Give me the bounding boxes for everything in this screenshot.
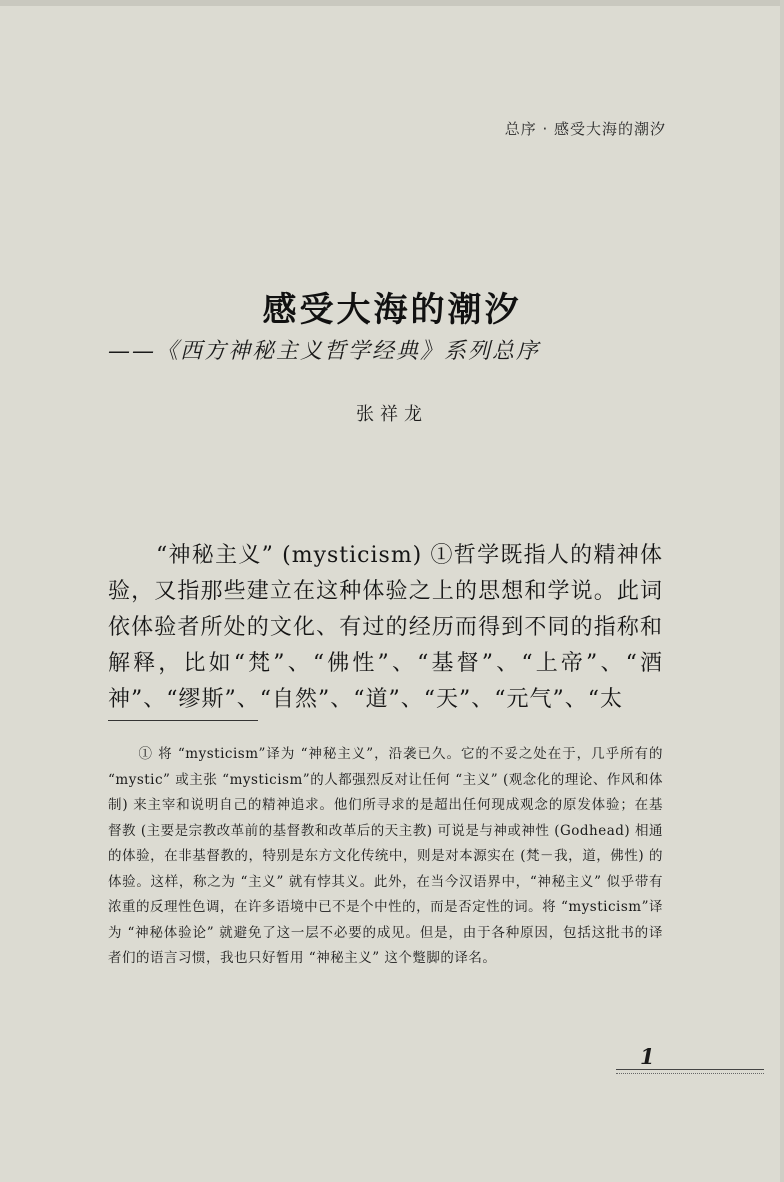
- page-subtitle: ——《西方神秘主义哲学经典》系列总序: [108, 339, 541, 364]
- body-paragraph: [108, 538, 663, 718]
- page-number-rule: [616, 1069, 764, 1070]
- author-name: 张祥龙: [356, 404, 428, 425]
- page-title: 感受大海的潮汐: [262, 290, 522, 330]
- page-number-rule-dotted: [616, 1073, 764, 1074]
- page-top-edge: [0, 0, 784, 6]
- footnote-separator: [108, 720, 258, 721]
- body-paragraph-text: “神秘主义” (mysticism) ①哲学既指人的精神体验，又指那些建立在这种体验之上的思想和学说。此词依体验者所处的文化、有过的经历而得到不同的指称和解释，比如“梵”、“佛性”、“基督”、“上帝”、“酒神”、“缪斯”、“自然”、“道”、“天”、“元气”、“太: [108, 543, 663, 712]
- footnote-text: ① 将 “mysticism”译为 “神秘主义”，沿袭已久。它的不妥之处在于，几乎所有的 “mystic” 或主张 “mysticism”的人都强烈反对让任何 “主义” (观念化的理论、作风和体制) 来主宰和说明自己的精神追求。他们所寻求的是超出任何现成观念的原发体验；在基督教 (主要是宗教改革前的基督教和改革后的天主教) 可说是与神或神性 (Godhead) 相通的体验，在非基督教的，特别是东方文化传统中，则是对本源实在 (梵－我，道，佛性) 的体验。这样，称之为 “主义” 就有悖其义。此外，在当今汉语界中，“神秘主义” 似乎带有浓重的反理性色调，在许多语境中已不是个中性的，而是否定性的词。将 “mysticism”译为 “神秘体验论” 就避免了这一层不必要的成见。但是，由于各种原因，包括这批书的译者们的语言习惯，我也只好暂用 “神秘主义” 这个蹩脚的译名。: [108, 746, 663, 966]
- page-number: 1: [640, 1044, 655, 1069]
- running-head: 总序 · 感受大海的潮汐: [504, 120, 666, 138]
- footnote: [108, 742, 663, 972]
- page-right-edge: [780, 0, 784, 1182]
